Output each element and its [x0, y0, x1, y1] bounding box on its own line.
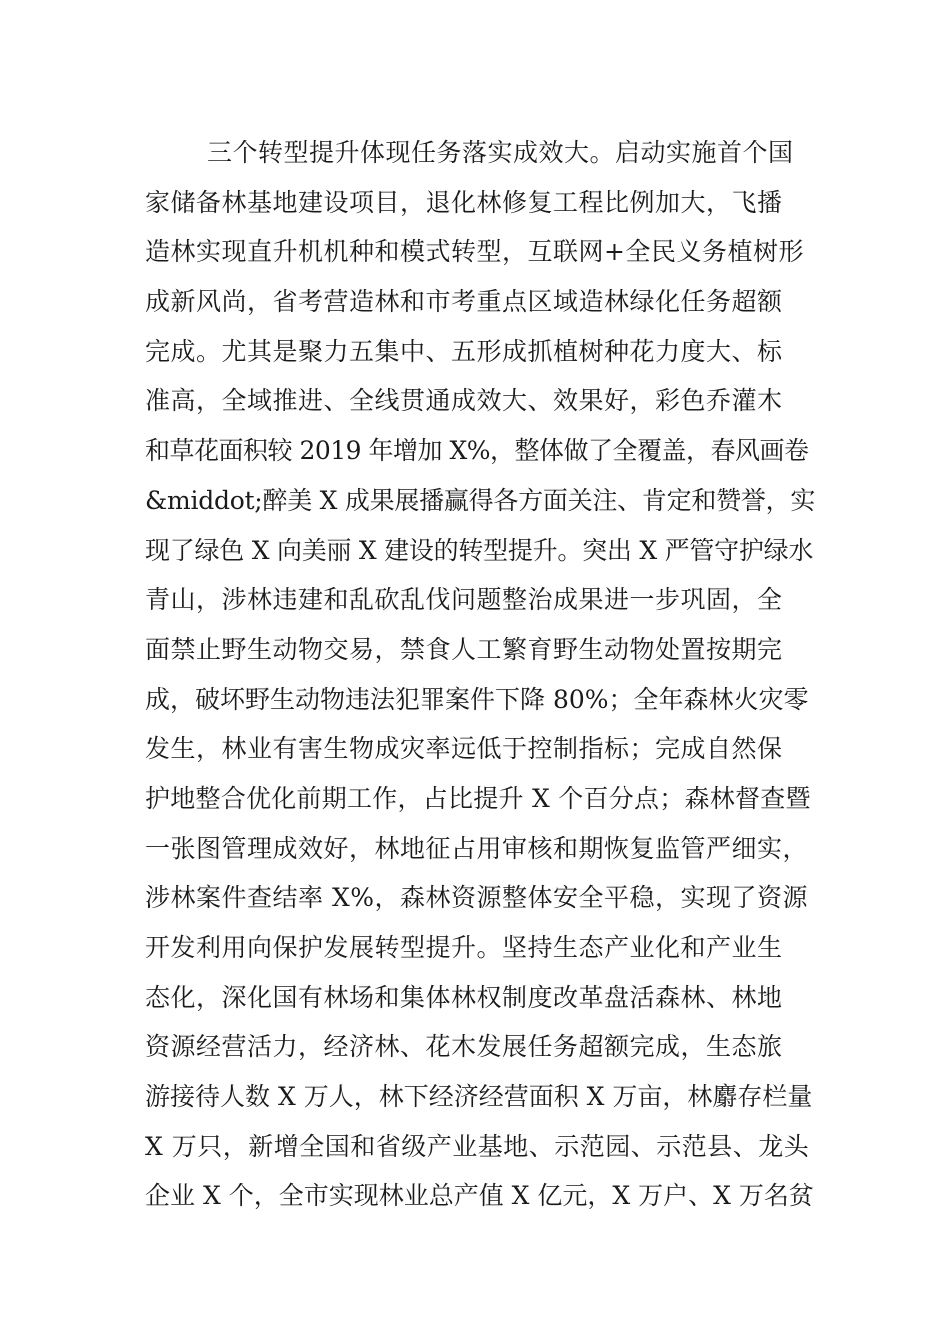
paragraph-line: X 万只，新增全国和省级产业基地、示范园、示范县、龙头: [145, 1131, 810, 1161]
paragraph-line: 成，破坏野生动物违法犯罪案件下降 80%；全年森林火灾零: [145, 684, 809, 714]
paragraph-line: 现了绿色 X 向美丽 X 建设的转型提升。突出 X 严管守护绿水: [145, 535, 814, 565]
paragraph-line: 态化，深化国有林场和集体林权制度改革盘活森林、林地: [145, 982, 783, 1012]
paragraph-line: &middot;醉美 X 成果展播赢得各方面关注、肯定和赞誉，实: [145, 485, 816, 515]
paragraph-line: 游接待人数 X 万人，林下经济经营面积 X 万亩，林麝存栏量: [145, 1082, 813, 1112]
body-paragraph: [145, 128, 815, 1221]
paragraph-line: 成新风尚，省考营造林和市考重点区域造林绿化任务超额: [145, 287, 783, 317]
paragraph-line: 护地整合优化前期工作，占比提升 X 个百分点；森林督查暨: [145, 783, 811, 813]
paragraph-line: 完成。尤其是聚力五集中、五形成抓植树种花力度大、标: [145, 336, 783, 366]
paragraph-line: 资源经营活力，经济林、花木发展任务超额完成，生态旅: [145, 1032, 783, 1062]
paragraph-line: 准高，全域推进、全线贯通成效大、效果好，彩色乔灌木: [145, 386, 783, 416]
paragraph-line: 涉林案件查结率 X%，森林资源整体安全平稳，实现了资源: [145, 883, 809, 913]
paragraph-line: 三个转型提升体现任务落实成效大。启动实施首个国: [207, 138, 794, 167]
paragraph-line: 和草花面积较 2019 年增加 X%，整体做了全覆盖，春风画卷: [145, 436, 809, 466]
paragraph-line: 开发利用向保护发展转型提升。坚持生态产业化和产业生: [145, 933, 783, 962]
paragraph-line: 造林实现直升机机种和模式转型，互联网+全民义务植树形: [145, 237, 804, 267]
paragraph-line: 家储备林基地建设项目，退化林修复工程比例加大，飞播: [145, 187, 783, 217]
paragraph-line: 面禁止野生动物交易，禁食人工繁育野生动物处置按期完: [145, 634, 783, 664]
paragraph-line: 青山，涉林违建和乱砍乱伐问题整治成果进一步巩固，全: [145, 585, 783, 615]
paragraph-line: 企业 X 个，全市实现林业总产值 X 亿元，X 万户、X 万名贫: [145, 1181, 814, 1211]
paragraph-line: 发生，林业有害生物成灾率远低于控制指标；完成自然保: [145, 734, 783, 764]
paragraph-line: 一张图管理成效好，林地征占用审核和期恢复监管严细实，: [145, 833, 809, 863]
